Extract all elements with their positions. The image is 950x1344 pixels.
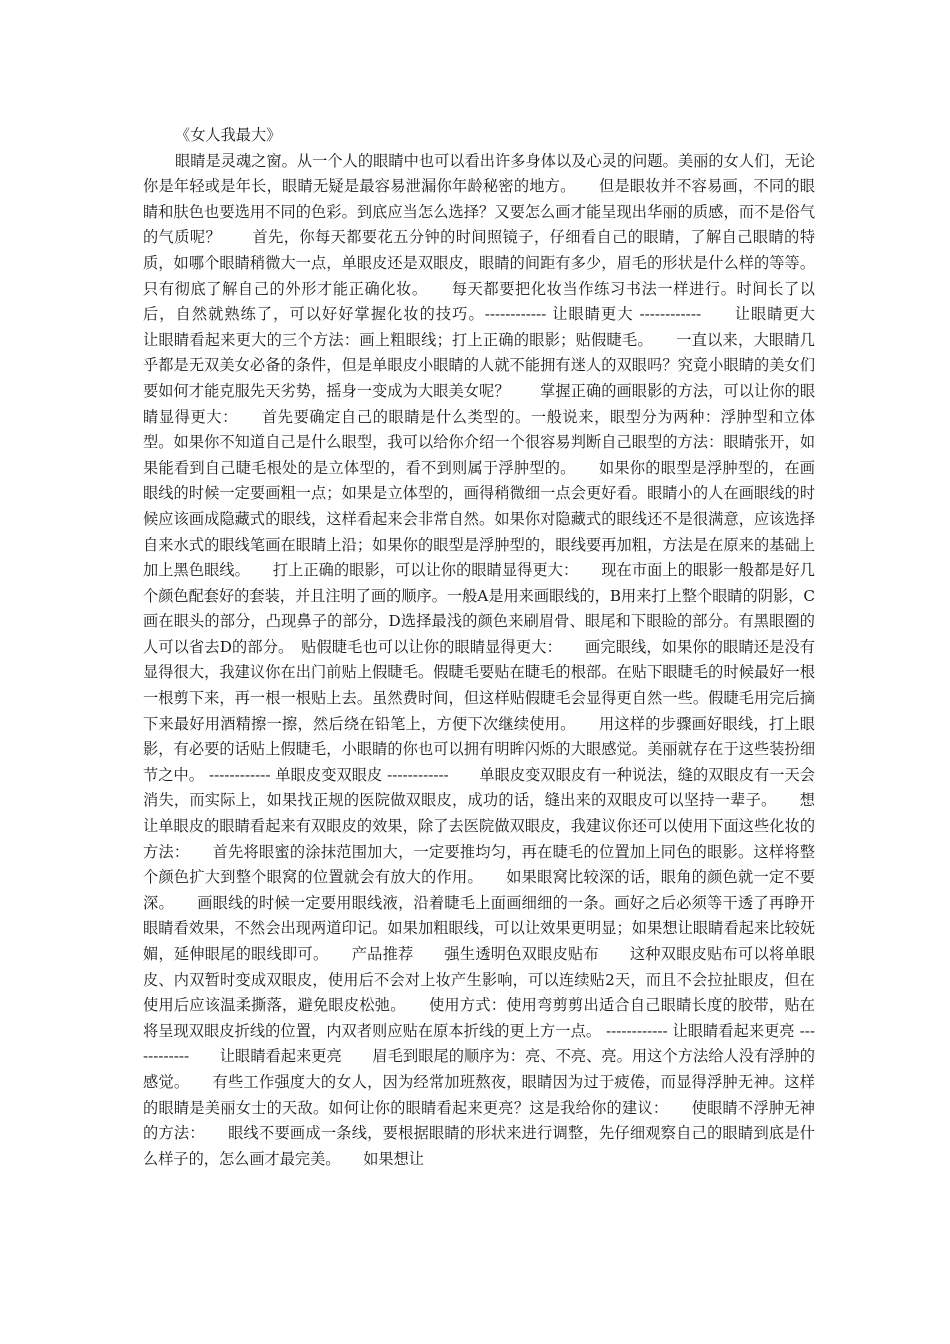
document-title: 《女人我最大》	[175, 126, 282, 144]
document-body: 眼睛是灵魂之窗。从一个人的眼睛中也可以看出许多身体以及心灵的问题。美丽的女人们，无论你是年轻或是年长，眼睛无疑是最容易泄漏你年龄秘密的地方。 但是眼妆并不容易画，不同的眼睛和肤色也要选用不同的色彩。到底应当怎么选择？又要怎么画才能呈现出华丽的质感，而不是俗气的气质呢？ 首先，你每天都要花五分钟的时间照镜子，仔细看自己的眼睛，了解自己眼睛的特质，如哪个眼睛稍微大一点，单眼皮还是双眼皮，眼睛的间距有多少，眉毛的形状是什么样的等等。只有彻底了解自己的外形才能正确化妆。 每天都要把化妆当作练习书法一样进行。时间长了以后，自然就熟练了，可以好好掌握化妆的技巧。------------ 让眼睛更大 ------------ 让眼睛更大 让眼睛看起来更大的三个方法：画上粗眼线；打上正确的眼影；贴假睫毛。 一直以来，大眼睛几乎都是无双美女必备的条件，但是单眼皮小眼睛的人就不能拥有迷人的双眼吗？究竟小眼睛的美女们要如何才能克服先天劣势，摇身一变成为大眼美女呢？ 掌握正确的画眼影的方法，可以让你的眼睛显得更大： 首先要确定自己的眼睛是什么类型的。一般说来，眼型分为两种：浮肿型和立体型。如果你不知道自己是什么眼型，我可以给你介绍一个很容易判断自己眼型的方法：眼睛张开，如果能看到自己睫毛根处的是立体型的，看不到则属于浮肿型的。 如果你的眼型是浮肿型的，在画眼线的时候一定要画粗一点；如果是立体型的，画得稍微细一点会更好看。眼睛小的人在画眼线的时候应该画成隐藏式的眼线，这样看起来会非常自然。如果你对隐藏式的眼线还不是很满意，应该选择自来水式的眼线笔画在眼睛上沿；如果你的眼型是浮肿型的，眼线要再加粗，方法是在原来的基础上加上黑色眼线。 打上正确的眼影，可以让你的眼睛显得更大： 现在市面上的眼影一般都是好几个颜色配套好的套装，并且注明了画的顺序。一般A是用来画眼线的，B用来打上整个眼睛的阴影，C画在眼头的部分，凸现鼻子的部分，D选择最浅的颜色来刷眉骨、眼尾和下眼睑的部分。有黑眼圈的人可以省去D的部分。 贴假睫毛也可以让你的眼睛显得更大： 画完眼线，如果你的眼睛还是没有显得很大，我建议你在出门前贴上假睫毛。假睫毛要贴在睫毛的根部。在贴下眼睫毛的时候最好一根一根剪下来，再一根一根贴上去。虽然费时间，但这样贴假睫毛会显得更自然一些。假睫毛用完后摘下来最好用酒精擦一擦，然后绕在铅笔上，方便下次继续使用。 用这样的步骤画好眼线，打上眼影，有必要的话贴上假睫毛，小眼睛的你也可以拥有明眸闪烁的大眼感觉。美丽就存在于这些装扮细节之中。 ------------ 单眼皮变双眼皮 ------------ 单眼皮变双眼皮有一种说法，缝的双眼皮有一天会消失，而实际上，如果找正规的医院做双眼皮，成功的话，缝出来的双眼皮可以坚持一辈子。 想让单眼皮的眼睛看起来有双眼皮的效果，除了去医院做双眼皮，我建议你还可以使用下面这些化妆的方法： 首先将眼蜜的涂抹范围加大，一定要推均匀，再在睫毛的位置加上同色的眼影。这样将整个颜色扩大到整个眼窝的位置就会有放大的作用。 如果眼窝比较深的话，眼角的颜色就一定不要深。 画眼线的时候一定要用眼线液，沿着睫毛上面画细细的一条。画好之后必须等干透了再睁开眼睛看效果，不然会出现两道印记。如果加粗眼线，可以让效果更明显；如果想让眼睛看起来比较妩媚，延伸眼尾的眼线即可。 产品推荐 强生透明色双眼皮贴布 这种双眼皮贴布可以将单眼皮、内双暂时变成双眼皮，使用后不会对上妆产生影响，可以连续贴2天，而且不会拉扯眼皮，但在使用后应该温柔撕落，避免眼皮松弛。 使用方式：使用弯剪剪出适合自己眼睛长度的胶带，贴在将呈现双眼皮折线的位置，内双者则应贴在原本折线的更上方一点。 ------------ 让眼睛看起来更亮 ------------ 让眼睛看起来更亮 眉毛到眼尾的顺序为：亮、不亮、亮。用这个方法给人没有浮肿的感觉。 有些工作强度大的女人，因为经常加班熬夜，眼睛因为过于疲倦，而显得浮肿无神。这样的眼睛是美丽女士的天敌。如何让你的眼睛看起来更亮？这是我给你的建议： 使眼睛不浮肿无神的方法： 眼线不要画成一条线，要根据眼睛的形状来进行调整，先仔细观察自己的眼睛到底是什么样子的，怎么画才最完美。 如果想让	[143, 151, 846, 1168]
document-content	[143, 123, 846, 1172]
